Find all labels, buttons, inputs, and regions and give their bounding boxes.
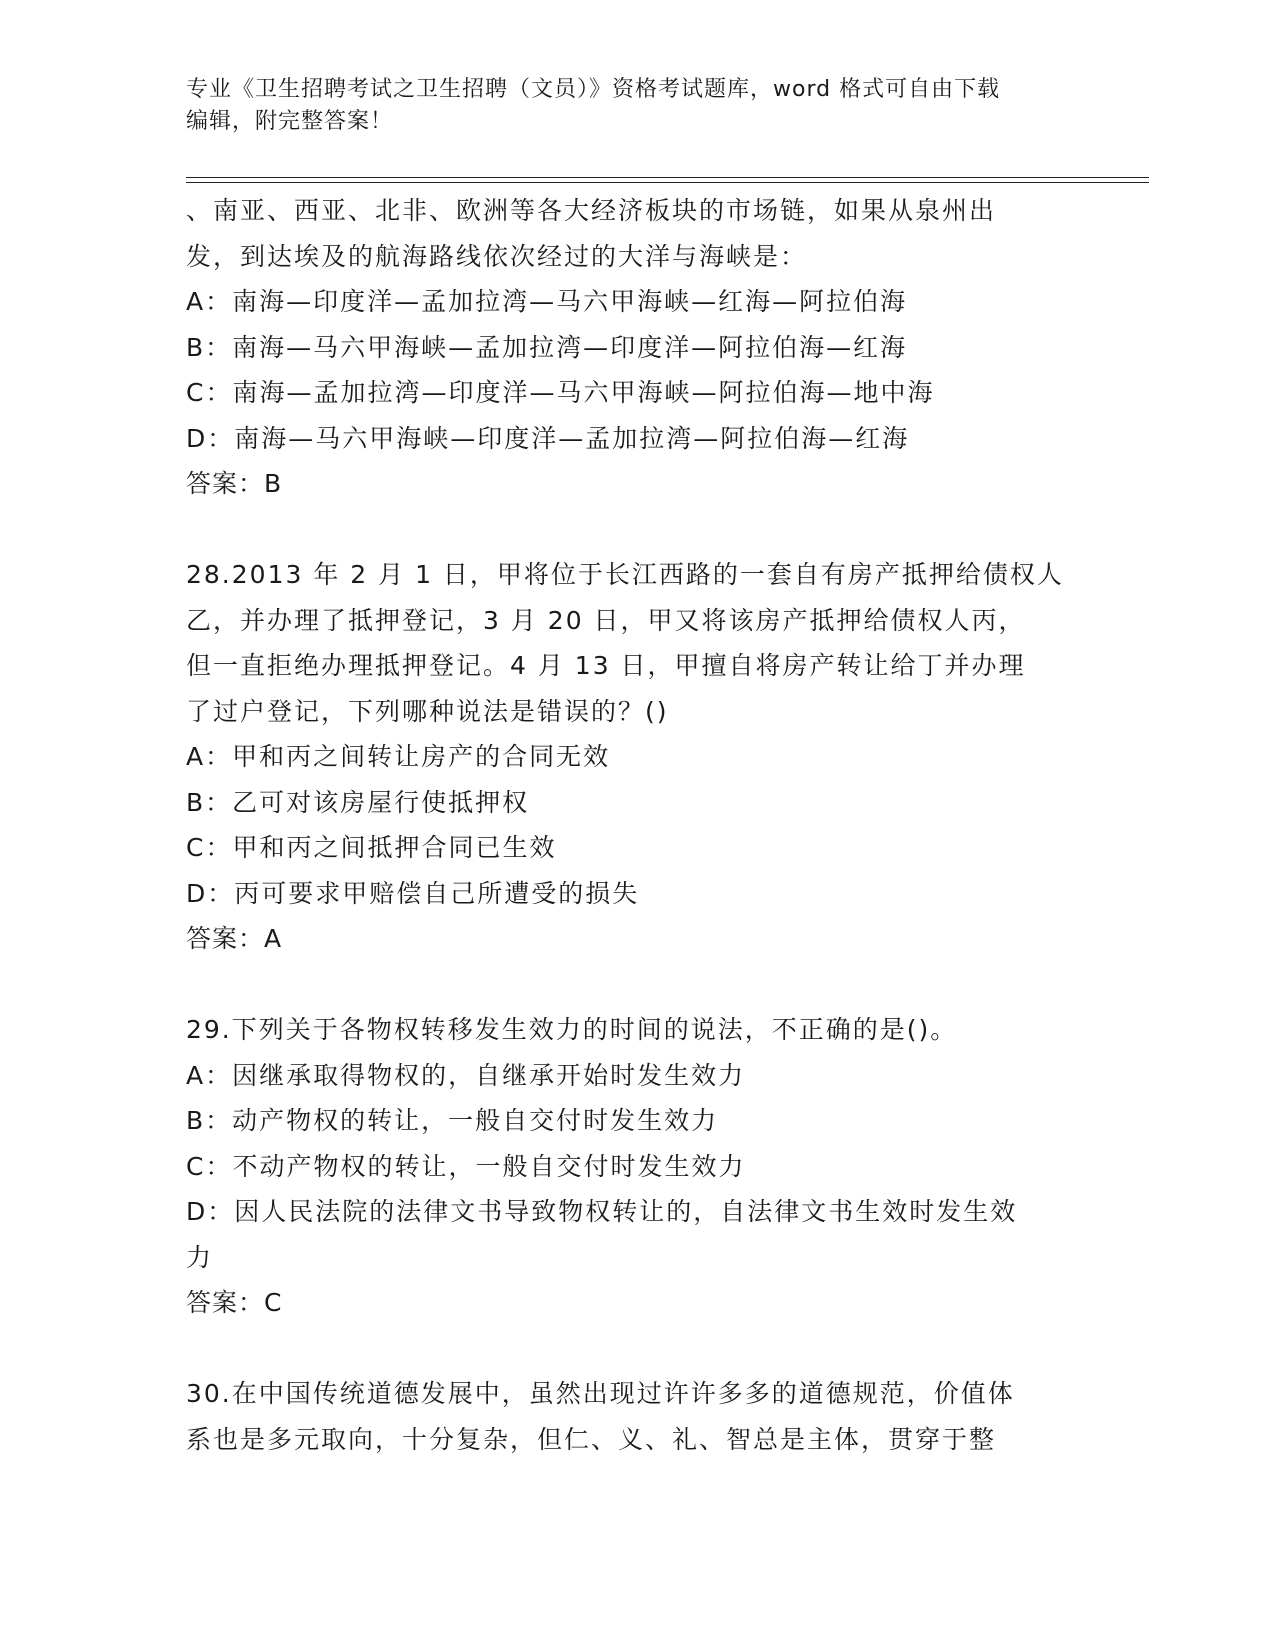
- question-stem-line: 、南亚、西亚、北非、欧洲等各大经济板块的市场链，如果从泉州出: [186, 196, 997, 225]
- option-b: B：乙可对该房屋行使抵押权: [186, 787, 530, 817]
- option-c: C：甲和丙之间抵押合同已生效: [186, 833, 557, 862]
- option-d: D：因人民法院的法律文书导致物权转让的，自法律文书生效时发生效: [186, 1197, 1018, 1226]
- header-divider-top: [186, 177, 1149, 178]
- option-d: D：丙可要求甲赔偿自己所遭受的损失: [186, 878, 640, 908]
- question-27: [186, 188, 1086, 507]
- header-line-1: 专业《卫生招聘考试之卫生招聘（文员）》资格考试题库，word 格式可自由下载: [186, 77, 1001, 102]
- document-header: [186, 74, 1066, 138]
- question-stem-line: 30.在中国传统道德发展中，虽然出现过许许多多的道德规范，价值体: [186, 1379, 1015, 1408]
- option-a: A：甲和丙之间转让房产的合同无效: [186, 742, 611, 771]
- question-stem-line: 发，到达埃及的航海路线依次经过的大洋与海峡是：: [186, 241, 808, 271]
- question-stem-line: 但一直拒绝办理抵押登记。4 月 13 日，甲擅自将房产转让给丁并办理: [186, 651, 1026, 680]
- option-b: B：南海—马六甲海峡—孟加拉湾—印度洋—阿拉伯海—红海: [186, 332, 908, 362]
- option-c: C：不动产物权的转让，一般自交付时发生效力: [186, 1151, 746, 1181]
- header-line-2: 编辑，附完整答案！: [186, 109, 394, 134]
- question-28: [186, 552, 1086, 962]
- question-stem-line: 28.2013 年 2 月 1 日，甲将位于长江西路的一套自有房产抵押给债权人: [186, 560, 1064, 589]
- option-d-continuation: 力: [186, 1242, 214, 1272]
- option-a: A：因继承取得物权的，自继承开始时发生效力: [186, 1060, 746, 1090]
- question-stem-line: 乙，并办理了抵押登记，3 月 20 日，甲又将该房产抵押给债权人丙，: [186, 605, 1026, 635]
- option-b: B：动产物权的转让，一般自交付时发生效力: [186, 1106, 719, 1135]
- question-spacer: [186, 1326, 1086, 1372]
- question-spacer: [186, 962, 1086, 1008]
- option-d: D：南海—马六甲海峡—印度洋—孟加拉湾—阿拉伯海—红海: [186, 423, 910, 453]
- question-stem-line: 系也是多元取向，十分复杂，但仁、义、礼、智总是主体，贯穿于整: [186, 1424, 997, 1454]
- question-29: [186, 1007, 1086, 1326]
- question-30: [186, 1371, 1086, 1462]
- answer-line: 答案：C: [186, 1288, 283, 1317]
- answer-line: 答案：A: [186, 924, 283, 953]
- answer-line: 答案：B: [186, 469, 283, 498]
- question-spacer: [186, 507, 1086, 553]
- option-a: A：南海—印度洋—孟加拉湾—马六甲海峡—红海—阿拉伯海: [186, 287, 908, 316]
- document-body: [186, 188, 1086, 1462]
- question-stem-line: 29.下列关于各物权转移发生效力的时间的说法，不正确的是()。: [186, 1015, 958, 1044]
- header-divider-bottom: [186, 182, 1149, 183]
- option-c: C：南海—孟加拉湾—印度洋—马六甲海峡—阿拉伯海—地中海: [186, 378, 935, 407]
- question-stem-line: 了过户登记，下列哪种说法是错误的？(): [186, 696, 669, 726]
